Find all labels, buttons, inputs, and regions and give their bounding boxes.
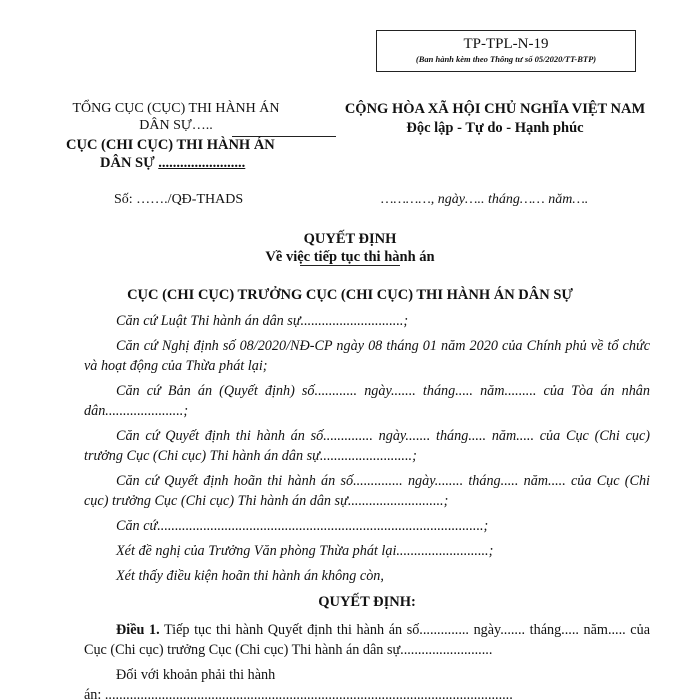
parent-agency-line2: DÂN SỰ….. [139, 118, 213, 133]
article-1-text: Tiếp tục thi hành Quyết định thi hành án số.............. ngày....... tháng..... năm..... của Cục (Chi cục) trưởng Cục (Chi cục) Thi hành án dân sự.......................... [84, 622, 650, 658]
national-motto [330, 100, 660, 138]
basis-postponement-decision: Căn cứ Quyết định hoãn thi hành án số.............. ngày........ tháng..... năm..... của Cục (Chi cục) trưởng Cục (Chi cục) Thi hành án dân sự...........................; [84, 473, 650, 509]
document-date: …………, ngày….. tháng…… năm…. [381, 192, 589, 207]
consideration-conditions: Xét thấy điều kiện hoãn thi hành án không còn, [116, 568, 384, 584]
nation-motto: Độc lập - Tự do - Hạnh phúc [406, 120, 584, 136]
parent-agency [60, 100, 292, 134]
basis-enforcement-decision: Căn cứ Quyết định thi hành án số.............. ngày....... tháng..... năm..... của Cục (Chi cục) trưởng Cục (Chi cục) Thi hành án dân sự..........................; [84, 428, 650, 464]
consideration-request: Xét đề nghị của Trưởng Văn phòng Thừa phát lại..........................; [116, 543, 494, 559]
decision-subtitle: Về việc tiếp tục thi hành án [265, 249, 435, 265]
parent-agency-line1: TỔNG CỤC (CỤC) THI HÀNH ÁN [72, 101, 280, 116]
basis-judgment: Căn cứ Bản án (Quyết định) số............ ngày....... tháng..... năm......... của Tòa án nhân dân......................; [84, 383, 650, 419]
article-1-obligation-cont: án: ................................................................................................................... [84, 687, 513, 700]
document-body [84, 311, 650, 700]
basis-other: Căn cứ............................................................................................; [116, 518, 489, 534]
basis-law: Căn cứ Luật Thi hành án dân sự.............................; [116, 313, 409, 329]
article-1 [84, 620, 650, 660]
basis-decree: Căn cứ Nghị định số 08/2020/NĐ-CP ngày 08 tháng 01 năm 2020 của Chính phủ về tổ chức và hoạt động của Thừa phát lại; [84, 338, 650, 374]
agency-name-line2: DÂN SỰ ........................ [100, 155, 246, 171]
article-1-label: Điều 1. [116, 622, 160, 638]
nation-name: CỘNG HÒA XÃ HỘI CHỦ NGHĨA VIỆT NAM [344, 101, 646, 117]
form-note: (Ban hành kèm theo Thông tư số 05/2020/TT-BTP) [415, 54, 597, 64]
agency-name-line1: CỤC (CHI CỤC) THI HÀNH ÁN [66, 137, 275, 153]
decision-title: QUYẾT ĐỊNH [303, 231, 397, 247]
form-code-box [376, 30, 636, 72]
form-code: TP-TPL-N-19 [463, 36, 549, 52]
document-number: Số: ……./QĐ-THADS [114, 192, 244, 207]
agency-name [66, 136, 336, 172]
decides-heading: QUYẾT ĐỊNH: [318, 594, 416, 610]
article-1-obligation: Đối với khoản phải thi hành [116, 667, 276, 683]
issuing-authority: CỤC (CHI CỤC) TRƯỞNG CỤC (CHI CỤC) THI HÀNH ÁN DÂN SỰ [127, 287, 573, 303]
